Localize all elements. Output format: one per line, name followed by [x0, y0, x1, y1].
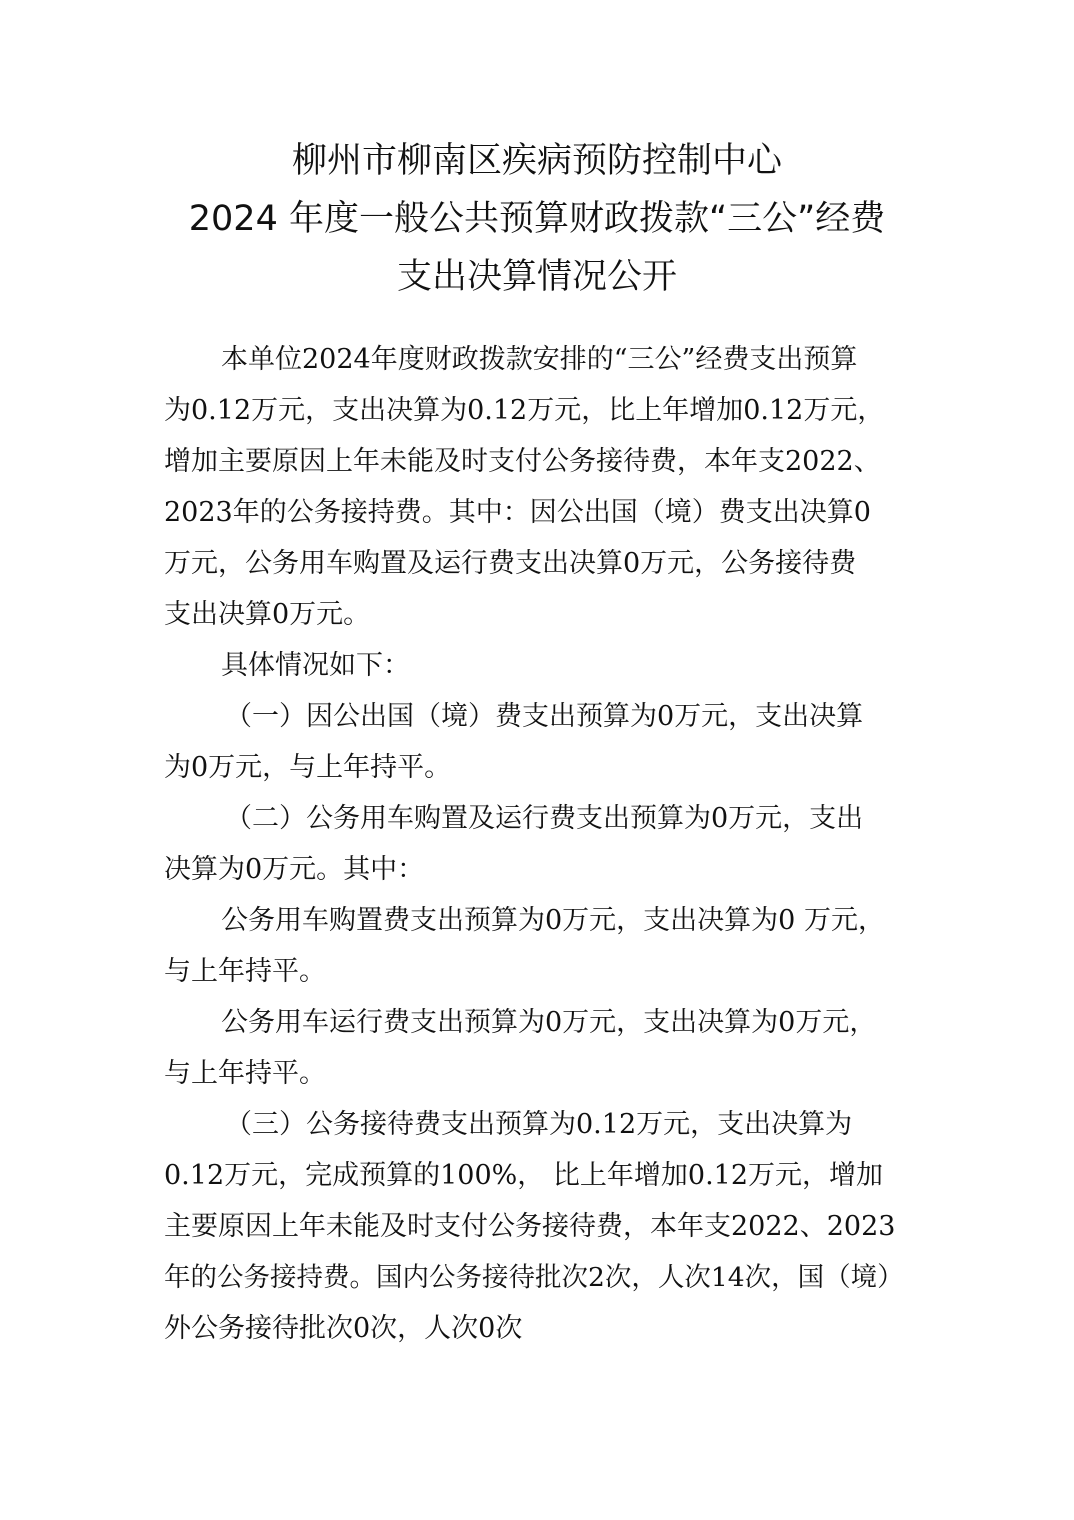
- paragraph-line: 公务用车购置费支出预算为0万元，支出决算为0 万元，: [221, 905, 885, 936]
- paragraph-item-2-operation: [164, 997, 914, 1099]
- paragraph-line: 具体情况如下：: [221, 650, 410, 681]
- title-line-organization: 柳州市柳南区疾病预防控制中心: [291, 141, 782, 181]
- paragraph-line: 与上年持平。: [164, 1058, 326, 1089]
- title-line-subject: 2024 年度一般公共预算财政拨款“三公”经费: [188, 199, 886, 239]
- paragraph-details-intro: [164, 640, 914, 691]
- paragraph-line: （二）公务用车购置及运行费支出预算为0万元，支出: [225, 803, 864, 834]
- paragraph-line: 为0.12万元，支出决算为0.12万元，比上年增加0.12万元，: [164, 395, 885, 426]
- paragraph-line: 与上年持平。: [164, 956, 326, 987]
- paragraph-item-3: [164, 1099, 914, 1354]
- paragraph-line: 增加主要原因上年未能及时支付公务接待费，本年支2022、: [164, 446, 881, 477]
- paragraph-summary: [164, 334, 914, 640]
- title-line-report: 支出决算情况公开: [396, 257, 677, 297]
- document-title: [150, 132, 924, 306]
- paragraph-line: 为0万元，与上年持平。: [164, 752, 452, 783]
- paragraph-line: 主要原因上年未能及时支付公务接待费，本年支2022、2023: [164, 1211, 896, 1242]
- paragraph-line: 外公务接待批次0次，人次0次: [164, 1313, 523, 1344]
- paragraph-line: 公务用车运行费支出预算为0万元，支出决算为0万元，: [221, 1007, 877, 1038]
- paragraph-line: 决算为0万元。其中：: [164, 854, 425, 885]
- paragraph-line: 本单位2024年度财政拨款安排的“三公”经费支出预算: [221, 344, 858, 375]
- paragraph-item-2-purchase: [164, 895, 914, 997]
- paragraph-line: 支出决算0万元。: [164, 599, 371, 630]
- paragraph-line: 年的公务接持费。国内公务接待批次2次，人次14次，国（境）: [164, 1262, 904, 1293]
- paragraph-line: （一）因公出国（境）费支出预算为0万元，支出决算: [225, 701, 864, 732]
- paragraph-line: 2023年的公务接持费。其中：因公出国（境）费支出决算0: [164, 497, 871, 528]
- paragraph-line: 万元，公务用车购置及运行费支出决算0万元，公务接待费: [164, 548, 857, 579]
- paragraph-item-2: [164, 793, 914, 895]
- paragraph-item-1: [164, 691, 914, 793]
- paragraph-line: （三）公务接待费支出预算为0.12万元，支出决算为: [225, 1109, 853, 1140]
- document-body: [164, 334, 914, 1354]
- paragraph-line: 0.12万元，完成预算的100%， 比上年增加0.12万元，增加: [164, 1160, 884, 1191]
